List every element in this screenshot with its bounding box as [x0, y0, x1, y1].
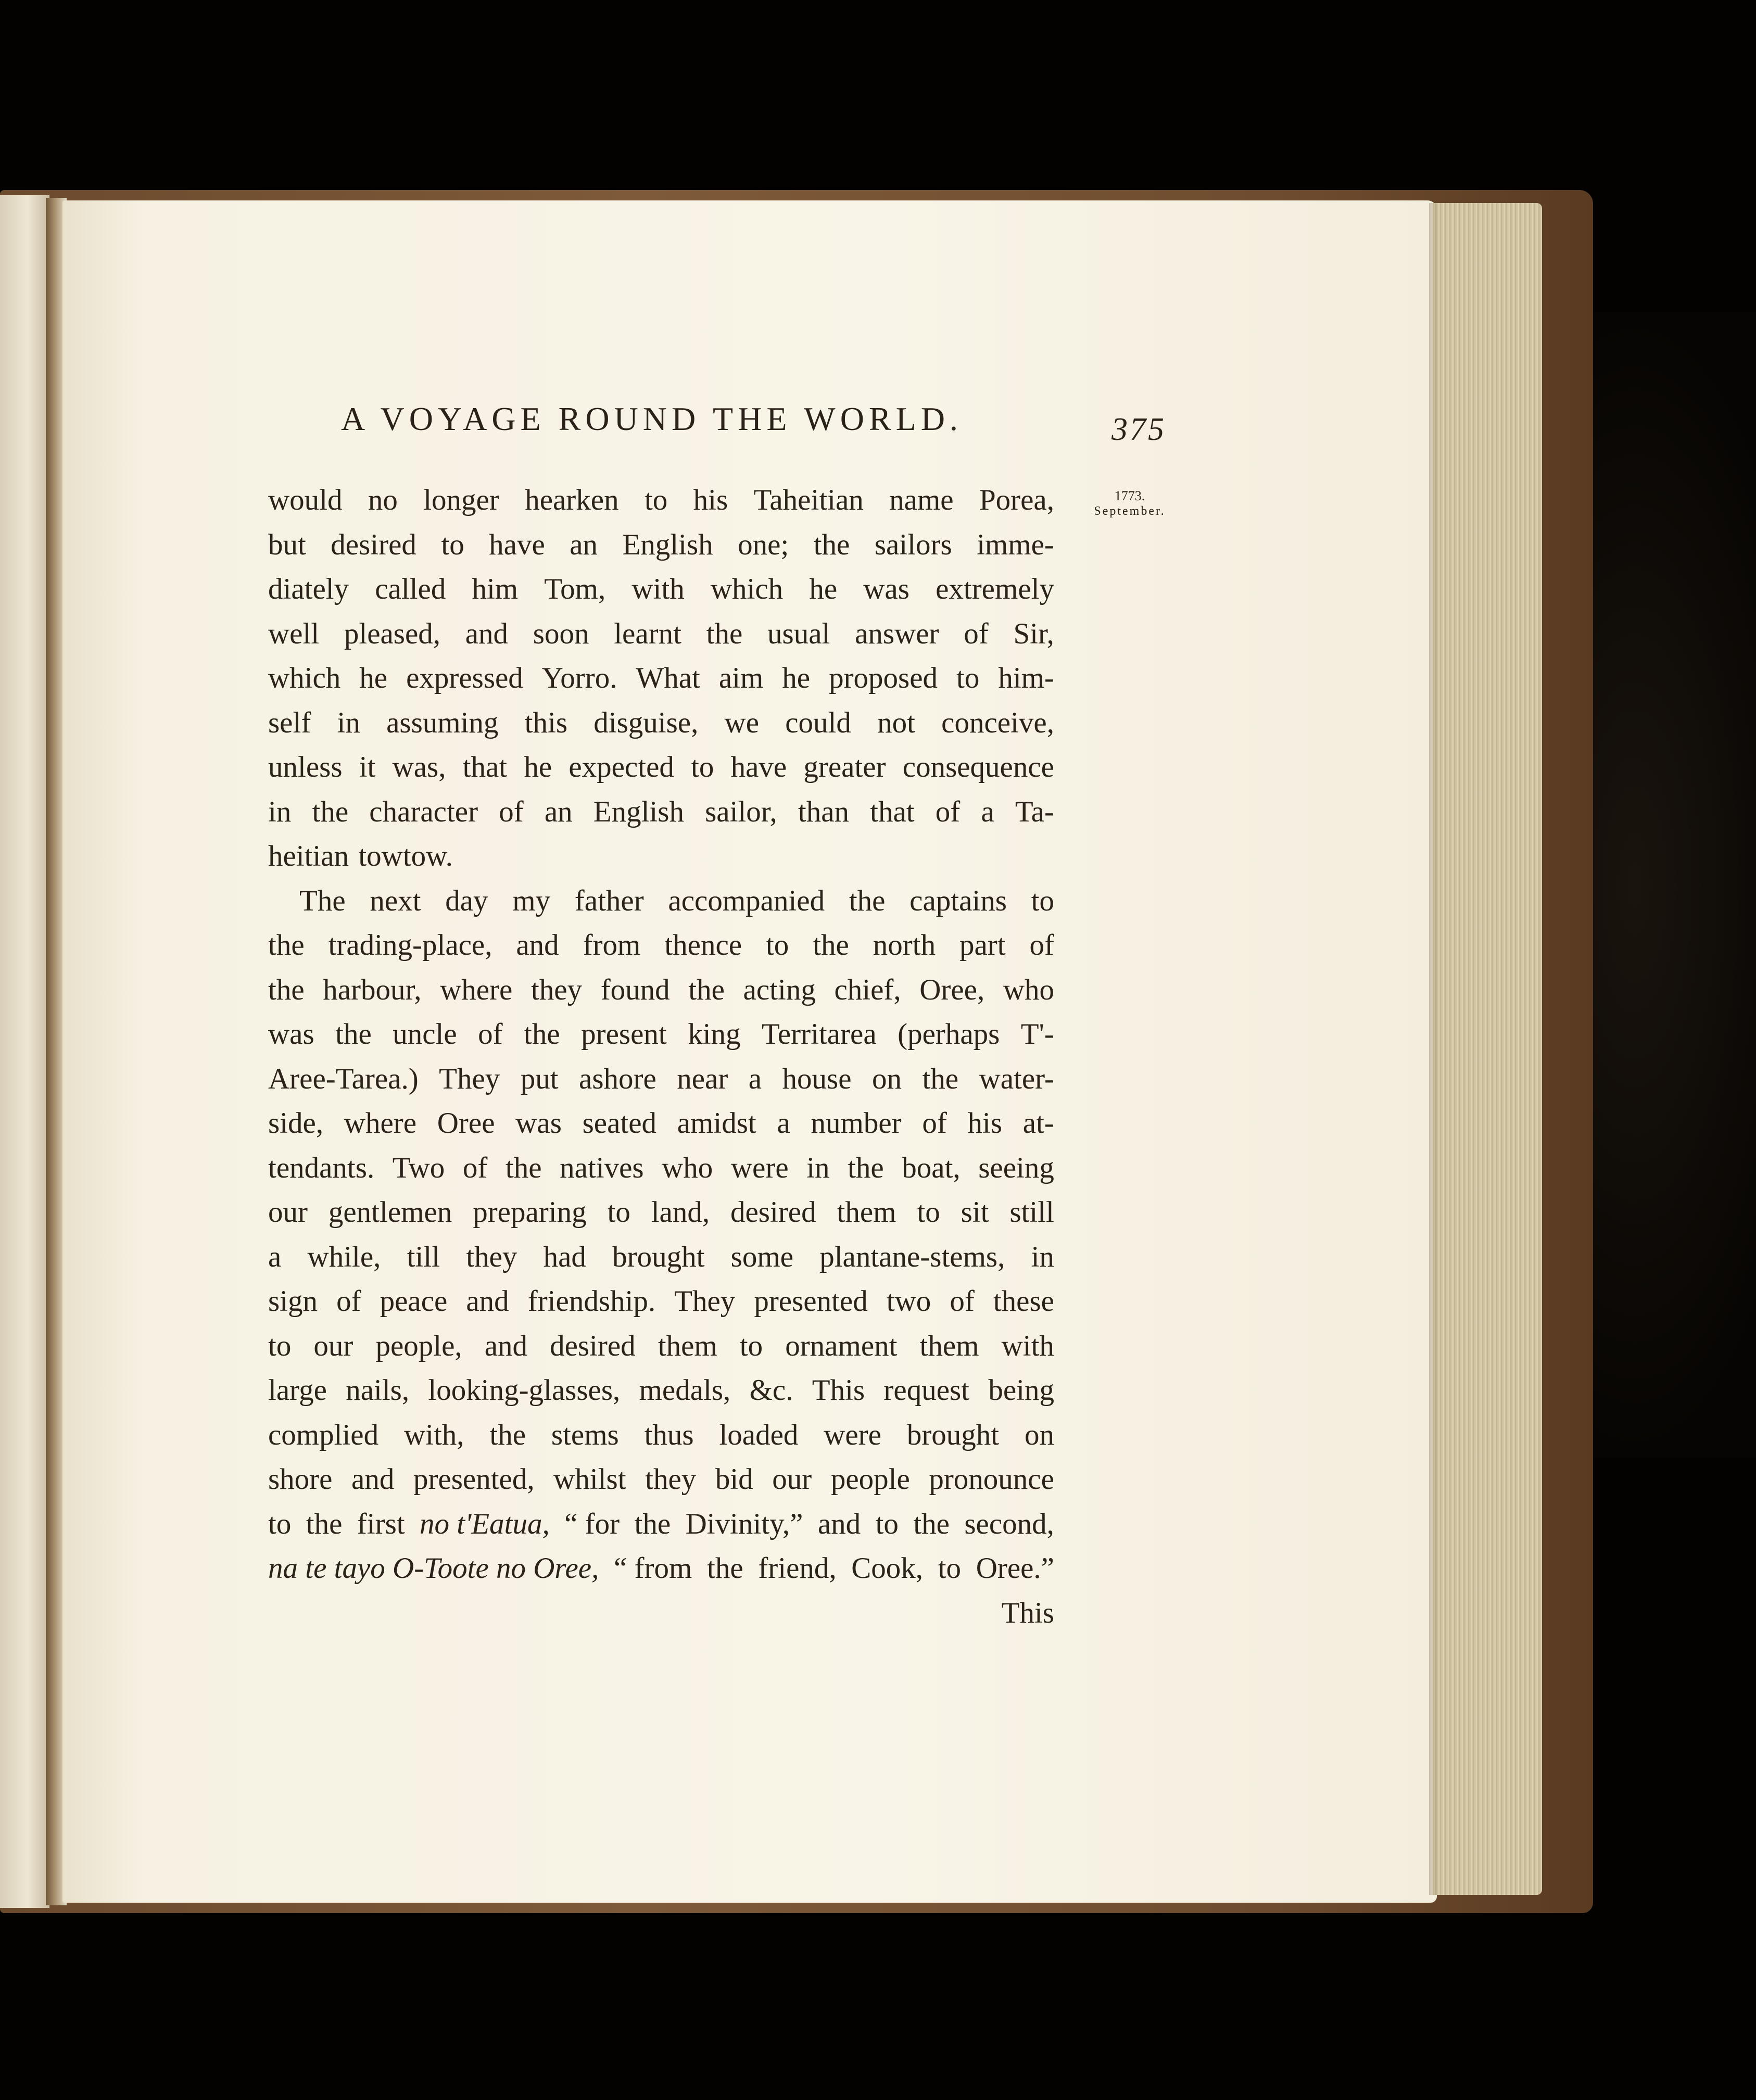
- word: of: [1029, 929, 1054, 962]
- word: him-: [998, 662, 1054, 694]
- word: to: [1031, 884, 1054, 917]
- word: put: [520, 1062, 559, 1095]
- word: usual: [767, 617, 830, 650]
- word: character: [369, 795, 478, 828]
- text-line: [268, 1012, 1054, 1057]
- text-line: [268, 1413, 1054, 1458]
- word: his: [693, 484, 728, 516]
- word: thus: [644, 1418, 694, 1451]
- word: they: [530, 973, 583, 1006]
- word: uncle: [393, 1018, 457, 1051]
- text-line: [268, 1057, 1054, 1102]
- word: people,: [375, 1329, 462, 1362]
- word: unless: [268, 751, 343, 783]
- margin-note: [1072, 489, 1187, 517]
- word: we: [724, 706, 760, 739]
- word: seeing: [978, 1151, 1054, 1184]
- word: them: [837, 1196, 896, 1229]
- text-line: [268, 1190, 1054, 1235]
- word: was: [268, 1018, 314, 1051]
- word: conceive,: [941, 706, 1054, 739]
- word: plantane-stems,: [819, 1240, 1005, 1273]
- word: that: [462, 751, 508, 783]
- word: chief,: [834, 973, 901, 1006]
- word: of: [922, 1107, 947, 1140]
- word: the: [813, 929, 849, 962]
- text-line: [268, 834, 1054, 879]
- word: near: [677, 1062, 728, 1095]
- word: was,: [392, 751, 446, 783]
- word: T'-: [1020, 1018, 1054, 1051]
- word: father: [574, 884, 644, 917]
- word: extremely: [936, 573, 1054, 605]
- word: What: [636, 662, 700, 694]
- word: Oree,: [919, 973, 985, 1006]
- word: pronounce: [929, 1463, 1054, 1496]
- word: hearken: [525, 484, 619, 516]
- word: on: [1024, 1418, 1054, 1451]
- word: stems: [551, 1418, 619, 1451]
- word: friendship.: [527, 1285, 656, 1318]
- word: these: [993, 1285, 1054, 1318]
- word: of: [462, 1151, 488, 1184]
- body-text: [268, 478, 1054, 1635]
- word: Oree.”: [976, 1552, 1054, 1585]
- word: first: [357, 1507, 405, 1540]
- word: in: [268, 795, 292, 828]
- word: acting: [743, 973, 816, 1006]
- word: of: [950, 1285, 975, 1318]
- word: captains: [909, 884, 1007, 917]
- word: day: [445, 884, 488, 917]
- text-line: [268, 1502, 1054, 1547]
- word: sailors: [874, 528, 952, 561]
- word: natives: [560, 1151, 644, 1184]
- word: with,: [403, 1418, 464, 1451]
- word: greater: [803, 751, 886, 783]
- word: whilst: [553, 1463, 626, 1496]
- word: sit: [961, 1196, 989, 1229]
- word: Oree: [437, 1107, 495, 1140]
- word: the: [634, 1507, 671, 1540]
- word: have: [489, 528, 545, 561]
- word: next: [370, 884, 421, 917]
- word: two: [886, 1285, 931, 1318]
- word: learnt: [614, 617, 681, 650]
- word: brought: [612, 1240, 705, 1273]
- word: ornament: [785, 1329, 898, 1362]
- word: not: [877, 706, 915, 739]
- word: brought: [906, 1418, 1000, 1451]
- word: Taheitian: [753, 484, 864, 516]
- word: “ for: [564, 1507, 620, 1540]
- word: sign: [268, 1285, 318, 1318]
- word: some: [730, 1240, 793, 1273]
- word: consequence: [902, 751, 1054, 783]
- word: loaded: [719, 1418, 799, 1451]
- word: no: [368, 484, 398, 516]
- word: our: [268, 1196, 308, 1229]
- word: which: [268, 662, 341, 694]
- text-line: [268, 1457, 1054, 1502]
- word: was: [515, 1107, 562, 1140]
- word: diately: [268, 573, 349, 605]
- word: he: [524, 751, 552, 783]
- word: had: [543, 1240, 586, 1273]
- word: harbour,: [323, 973, 422, 1006]
- word: to: [644, 484, 668, 516]
- word: the: [268, 973, 305, 1006]
- word: large: [268, 1374, 327, 1407]
- word: they: [466, 1240, 517, 1273]
- word: and: [484, 1329, 528, 1362]
- word: desired: [550, 1329, 636, 1362]
- word: Ta-: [1015, 795, 1054, 828]
- word: &c.: [749, 1374, 793, 1407]
- word: land,: [651, 1196, 710, 1229]
- word: thence: [664, 929, 742, 962]
- word: (perhaps: [898, 1018, 1000, 1051]
- text-line: [268, 1101, 1054, 1146]
- word: the: [505, 1151, 542, 1184]
- word: of: [478, 1018, 503, 1051]
- word: complied: [268, 1418, 379, 1451]
- text-line: [268, 879, 1054, 924]
- word: to: [875, 1507, 899, 1540]
- word: that: [870, 795, 915, 828]
- word: “ from: [614, 1552, 692, 1585]
- word: soon: [533, 617, 589, 650]
- word: he: [782, 662, 811, 694]
- word: imme-: [977, 528, 1054, 561]
- word: my: [512, 884, 551, 917]
- word: trading-place,: [328, 929, 492, 962]
- text-line: [268, 745, 1054, 790]
- word: to: [739, 1329, 763, 1362]
- word: but: [268, 528, 306, 561]
- word: could: [785, 706, 851, 739]
- word: who: [1003, 973, 1054, 1006]
- word: and: [351, 1463, 395, 1496]
- text-line: [268, 656, 1054, 701]
- word: have: [730, 751, 787, 783]
- word: in: [1031, 1240, 1054, 1273]
- word: found: [600, 973, 670, 1006]
- word: who: [662, 1151, 713, 1184]
- word: was: [863, 573, 909, 605]
- word: Tom,: [544, 573, 606, 605]
- text-line: [268, 523, 1054, 567]
- word: on: [871, 1062, 902, 1095]
- text-line: [268, 1235, 1054, 1280]
- word: a: [777, 1107, 790, 1140]
- word: part: [959, 929, 1006, 962]
- word: to: [268, 1329, 292, 1362]
- word: from: [583, 929, 641, 962]
- text-line: [268, 478, 1054, 523]
- word: expected: [569, 751, 674, 783]
- word: king: [688, 1018, 741, 1051]
- word: the: [268, 929, 305, 962]
- word: in: [806, 1151, 830, 1184]
- word: disguise,: [593, 706, 699, 739]
- word: shore: [268, 1463, 333, 1496]
- word: with: [631, 573, 685, 605]
- word: and: [465, 617, 509, 650]
- word: looking-glasses,: [428, 1374, 621, 1407]
- word: to: [956, 662, 980, 694]
- word: Porea,: [979, 484, 1054, 516]
- word: the: [306, 1507, 343, 1540]
- word: answer: [855, 617, 939, 650]
- word: would: [268, 484, 343, 516]
- margin-note-year: 1773.: [1114, 488, 1145, 503]
- text-line: [268, 923, 1054, 968]
- word: him: [472, 573, 519, 605]
- word: pleased,: [344, 617, 441, 650]
- word: north: [873, 929, 936, 962]
- word: house: [782, 1062, 852, 1095]
- word: well: [268, 617, 320, 650]
- word: and: [817, 1507, 861, 1540]
- margin-note-month: September.: [1094, 504, 1166, 518]
- word: They: [439, 1062, 500, 1095]
- word: to: [691, 751, 714, 783]
- word: and: [516, 929, 559, 962]
- word: of: [964, 617, 989, 650]
- word: his: [967, 1107, 1003, 1140]
- word: one;: [738, 528, 789, 561]
- word: the: [489, 1418, 526, 1451]
- word: presented: [754, 1285, 868, 1318]
- text-line: [268, 701, 1054, 745]
- word: present: [581, 1018, 667, 1051]
- word: the: [524, 1018, 560, 1051]
- word: the: [707, 1552, 743, 1585]
- word: na te tayo O-Toote no Oree,: [268, 1552, 599, 1585]
- word: a: [748, 1062, 762, 1095]
- text-line: [268, 612, 1054, 656]
- word: to: [917, 1196, 940, 1229]
- left-page-edge: [0, 195, 49, 1908]
- word: where: [440, 973, 513, 1006]
- word: at-: [1022, 1107, 1054, 1140]
- word: the: [688, 973, 725, 1006]
- word: the: [849, 884, 886, 917]
- word: till: [407, 1240, 440, 1273]
- word: being: [988, 1374, 1054, 1407]
- word: called: [375, 573, 446, 605]
- word: preparing: [473, 1196, 587, 1229]
- word: our: [772, 1463, 812, 1496]
- word: no t'Eatua,: [420, 1507, 550, 1540]
- word: with: [1001, 1329, 1054, 1362]
- word: seated: [582, 1107, 657, 1140]
- running-head: A VOYAGE ROUND THE WORLD.: [341, 400, 963, 437]
- word: boat,: [902, 1151, 961, 1184]
- word: which: [710, 573, 784, 605]
- text-line: [268, 1146, 1054, 1191]
- word: English: [622, 528, 713, 561]
- text-line: [268, 1546, 1054, 1591]
- text-line: [268, 1279, 1054, 1324]
- text-line: [268, 1591, 1054, 1636]
- word: to: [765, 929, 789, 962]
- word: the: [813, 528, 850, 561]
- word: side,: [268, 1107, 324, 1140]
- word: medals,: [639, 1374, 731, 1407]
- word: heitian: [268, 840, 349, 872]
- word: the: [848, 1151, 884, 1184]
- word: of: [935, 795, 961, 828]
- word: this: [524, 706, 568, 739]
- word: while,: [307, 1240, 381, 1273]
- word: aim: [718, 662, 764, 694]
- text-line: [268, 968, 1054, 1013]
- text-line: [268, 1368, 1054, 1413]
- word: accompanied: [668, 884, 825, 917]
- word: a: [981, 795, 994, 828]
- word: Divinity,”: [685, 1507, 803, 1540]
- word: our: [313, 1329, 353, 1362]
- word: where: [344, 1107, 417, 1140]
- word: nails,: [346, 1374, 410, 1407]
- word: they: [645, 1463, 697, 1496]
- word: a: [268, 1240, 282, 1273]
- word: presented,: [413, 1463, 535, 1496]
- word: he: [359, 662, 388, 694]
- word: self: [268, 706, 311, 739]
- word: them: [658, 1329, 717, 1362]
- word: and: [466, 1285, 509, 1318]
- word: number: [811, 1107, 902, 1140]
- word: sailor,: [705, 795, 777, 828]
- word: an: [544, 795, 573, 828]
- word: proposed: [829, 662, 938, 694]
- page-number: 375: [1111, 412, 1166, 447]
- word: name: [889, 484, 954, 516]
- text-line: [268, 790, 1054, 834]
- word: friend,: [758, 1552, 837, 1585]
- word: This: [812, 1374, 865, 1407]
- word: towtow.: [358, 840, 453, 872]
- word: of: [336, 1285, 361, 1318]
- word: assuming: [386, 706, 499, 739]
- text-line: [268, 1324, 1054, 1369]
- word: still: [1009, 1196, 1054, 1229]
- word: They: [674, 1285, 736, 1318]
- word: he: [809, 573, 838, 605]
- word: amidst: [677, 1107, 756, 1140]
- word: were: [824, 1418, 881, 1451]
- word: Aree-Tarea.): [268, 1062, 419, 1095]
- page-edge-shadow: [1429, 203, 1439, 1895]
- word: people: [830, 1463, 910, 1496]
- page-edges: [1433, 203, 1542, 1895]
- word: peace: [380, 1285, 448, 1318]
- word: to: [607, 1196, 630, 1229]
- word: Cook,: [851, 1552, 924, 1585]
- word: tendants.: [268, 1151, 375, 1184]
- word: the: [335, 1018, 372, 1051]
- word: The: [299, 884, 346, 917]
- word: Two: [392, 1151, 445, 1184]
- word: the: [706, 617, 743, 650]
- word: This: [1001, 1596, 1054, 1629]
- word: desired: [730, 1196, 816, 1229]
- word: the: [922, 1062, 959, 1095]
- word: expressed: [406, 662, 523, 694]
- word: were: [730, 1151, 789, 1184]
- word: an: [570, 528, 598, 561]
- word: Sir,: [1013, 617, 1054, 650]
- word: longer: [423, 484, 499, 516]
- word: of: [499, 795, 524, 828]
- word: in: [337, 706, 360, 739]
- word: the: [312, 795, 349, 828]
- word: it: [359, 751, 376, 783]
- word: gentlemen: [328, 1196, 452, 1229]
- word: second,: [964, 1507, 1054, 1540]
- word: ashore: [579, 1062, 656, 1095]
- word: the: [913, 1507, 950, 1540]
- word: to: [441, 528, 464, 561]
- word: water-: [979, 1062, 1054, 1095]
- word: to: [938, 1552, 962, 1585]
- word: than: [798, 795, 849, 828]
- word: to: [268, 1507, 292, 1540]
- word: bid: [715, 1463, 753, 1496]
- word: Territarea: [761, 1018, 877, 1051]
- word: request: [883, 1374, 970, 1407]
- word: them: [919, 1329, 979, 1362]
- text-line: [268, 567, 1054, 612]
- word: English: [593, 795, 684, 828]
- word: desired: [331, 528, 416, 561]
- word: Yorro.: [541, 662, 617, 694]
